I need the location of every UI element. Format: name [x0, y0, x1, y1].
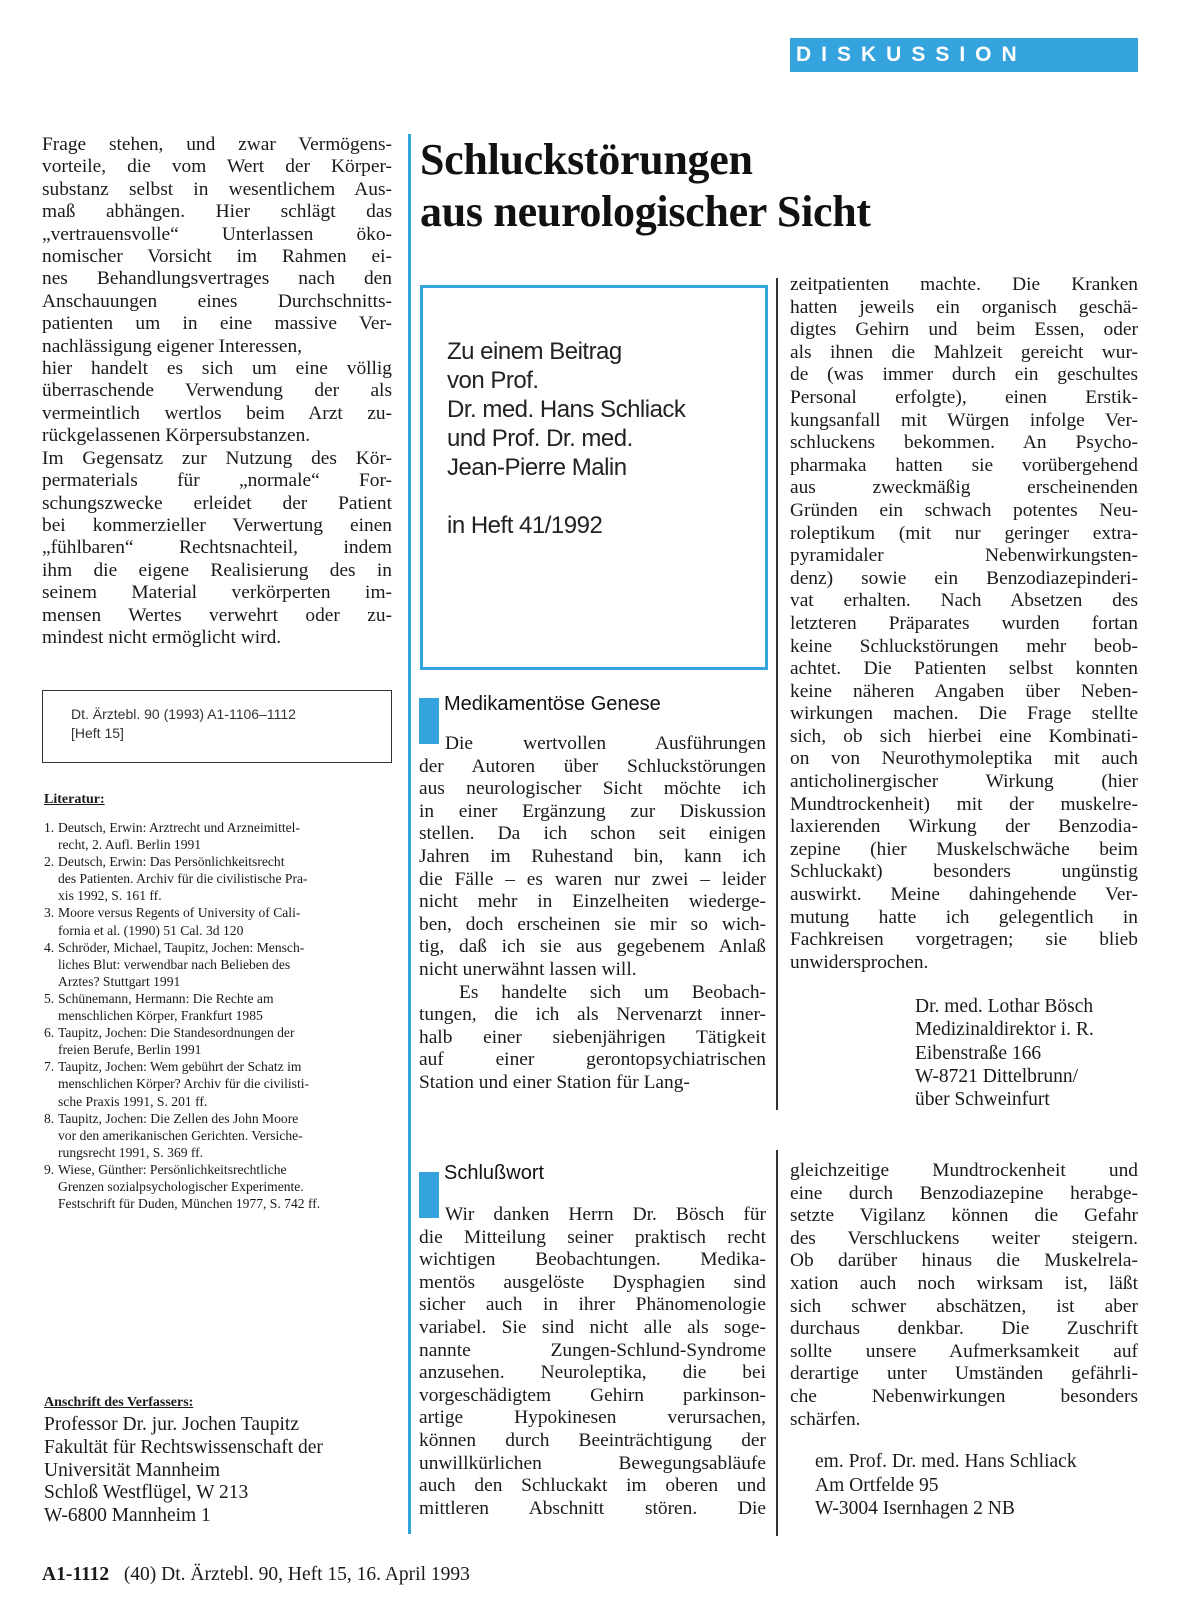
paragraph-line: mindest nicht ermöglicht wird.: [42, 626, 282, 648]
reference-text: [58, 990, 394, 1024]
citation-line-2: [Heft 15]: [71, 725, 124, 741]
paragraph-line: gleichzeitige Mundtrockenheit und: [790, 1160, 1138, 1181]
paragraph-line: sich schwer abschätzen, ist aber: [790, 1295, 1138, 1317]
paragraph-line: che Nebenwirkungen besonders: [790, 1385, 1138, 1407]
paragraph-line: anzusehen. Neuroleptika, die bei: [419, 1362, 766, 1384]
reference-line: Arztes? Stuttgart 1991: [58, 973, 181, 989]
paragraph-line: durchaus denkbar. Die Zuschrift: [790, 1318, 1138, 1340]
paragraph-line: vermeintlich wertlos beim Arzt zu-: [42, 402, 392, 424]
paragraph-line: unwidersprochen.: [790, 951, 929, 973]
notice-line: Jean-Pierre Malin: [447, 454, 627, 481]
signature-line: W-8721 Dittelbrunn/: [915, 1065, 1079, 1087]
notice-line: in Heft 41/1992: [447, 512, 603, 539]
reference-item: [44, 1161, 394, 1212]
reference-number: 3.: [44, 905, 55, 921]
paragraph-line: Schluckakt) besonders ungünstig: [790, 861, 1138, 883]
paragraph-line: xation auch noch wirksam ist, läßt: [790, 1272, 1138, 1294]
paragraph-line: halb einer siebenjährigen Tätigkeit: [419, 1026, 766, 1048]
journal-reference: (40) Dt. Ärztebl. 90, Heft 15, 16. April 1993: [123, 1564, 470, 1585]
paragraph-line: überraschende Verwendung der als: [42, 380, 392, 402]
reference-line: Deutsch, Erwin: Arztrecht und Arzneimittel-: [58, 820, 300, 835]
paragraph-line: bei kommerzieller Verwertung einen: [42, 514, 392, 536]
paragraph-line: aus zweckmäßig erscheinenden: [790, 477, 1138, 499]
reference-number: 5.: [44, 990, 55, 1006]
reference-line: recht, 2. Aufl. Berlin 1991: [58, 837, 202, 853]
paragraph-line: Personal erfolgte), einen Erstik-: [790, 386, 1138, 408]
paragraph-line: die Mitteilung seiner praktisch recht: [419, 1226, 766, 1248]
reference-line: Taupitz, Jochen: Die Standesordnungen der: [58, 1025, 295, 1041]
paragraph-line: nicht mehr in Einzelheiten wiederge-: [419, 891, 766, 913]
notice-line: Zu einem Beitrag: [447, 338, 622, 365]
signature-line: em. Prof. Dr. med. Hans Schliack: [815, 1451, 1077, 1472]
paragraph-line: Es handelte sich um Beobach-: [459, 981, 766, 1003]
reference-text: [58, 853, 394, 904]
related-article-notice: [420, 285, 768, 670]
references-list: [44, 819, 394, 1212]
paragraph-line: ihm die eigene Realisierung des in: [42, 559, 392, 581]
paragraph-line: nachlässigung eigener Interessen,: [42, 335, 303, 357]
paragraph-line: Jahren im Ruhestand bin, kann ich: [419, 845, 766, 867]
author-address: [44, 1414, 323, 1528]
column-3-text: [790, 274, 1138, 974]
column-divider: [776, 278, 778, 1110]
paragraph-line: rückgelassenen Körpersubstanzen.: [42, 425, 311, 447]
paragraph-line: kungsanfall mit Würgen infolge Ver-: [790, 409, 1138, 431]
paragraph-line: nannte Zungen-Schlund-Syndrome: [419, 1339, 766, 1361]
paragraph-line: des Verschluckens weiter steigern.: [790, 1227, 1138, 1249]
paragraph-line: Anschauungen eines Durchschnitts-: [42, 290, 392, 312]
reference-line: Taupitz, Jochen: Die Zellen des John Moore: [58, 1110, 299, 1126]
reference-line: Taupitz, Jochen: Wem gebührt der Schatz im: [58, 1059, 302, 1075]
reference-line: menschlichen Körper, Frankfurt 1985: [58, 1008, 263, 1024]
notice-line: von Prof.: [447, 367, 539, 394]
paragraph-line: mutung hatte ich gelegentlich in: [790, 906, 1138, 928]
reference-text: [58, 819, 394, 853]
paragraph-line: schluckens bekommen. An Psycho-: [790, 432, 1138, 454]
signature-line: W-3004 Isernhagen 2 NB: [815, 1498, 1015, 1519]
paragraph-line: on von Neurothymoleptika mit auch: [790, 748, 1138, 770]
paragraph-line: maß abhängen. Hier schlägt das: [42, 201, 392, 223]
paragraph-line: auf einer gerontopsychiatrischen: [419, 1049, 766, 1071]
address-line: W-6800 Mannheim 1: [44, 1505, 211, 1527]
reference-line: Festschrift für Duden, München 1977, S. 742 ff.: [58, 1196, 321, 1212]
reference-text: [58, 939, 394, 990]
notice-line: Dr. med. Hans Schliack: [447, 396, 686, 423]
paragraph-line: digtes Gehirn und beim Essen, oder: [790, 319, 1138, 341]
paragraph-line: eine durch Benzodiazepine herabge-: [790, 1182, 1138, 1204]
paragraph-line: sich, ob sich hierbei eine Kombinati-: [790, 725, 1138, 747]
signature-line: Am Ortfelde 95: [815, 1474, 939, 1496]
paragraph-line: tungen, die ich als Nervenarzt inner-: [419, 1004, 766, 1026]
reference-line: sche Praxis 1991, S. 201 ff.: [58, 1093, 208, 1109]
paragraph-line: achtet. Die Patienten selbst konnten: [790, 658, 1138, 680]
reference-line: Deutsch, Erwin: Das Persönlichkeitsrecht: [58, 854, 285, 870]
paragraph-line: hier handelt es sich um eine völlig: [42, 358, 392, 380]
column-1-text: [42, 134, 392, 649]
paragraph-line: wirkungen machen. Die Frage stellte: [790, 703, 1138, 725]
schlusswort-continued-text: [790, 1160, 1138, 1431]
paragraph-line: mensen Wertes verwehrt oder zu-: [42, 604, 392, 626]
paragraph-line: Gründen ein schwach potentes Neu-: [790, 499, 1138, 521]
citation-box: [42, 690, 392, 763]
paragraph-line: pharmaka hatten sie vorübergehend: [790, 454, 1138, 476]
page-number: A1-1112: [42, 1564, 110, 1585]
headline-line-2: aus neurologischer Sicht: [420, 187, 871, 236]
paragraph-line: Mundtrockenheit) mit der muskelre-: [790, 793, 1138, 815]
paragraph-line: de (was immer durch ein geschultes: [790, 364, 1138, 386]
column-divider: [776, 1150, 778, 1536]
reference-number: 8.: [44, 1110, 55, 1126]
paragraph-line: mittleren Abschnitt stören. Die: [419, 1497, 766, 1519]
reference-line: Grenzen sozialpsychologischer Experimente.: [58, 1178, 304, 1194]
reference-line: des Patienten. Archiv für die civilistische Pra-: [58, 871, 308, 887]
paragraph-line: substanz selbst in wesentlichem Aus-: [42, 178, 392, 200]
paragraph-line: ben, doch erscheinen sie mir so wich-: [419, 913, 766, 935]
subheading-schlusswort: Schlußwort: [444, 1162, 545, 1184]
paragraph-line: hatten jeweils ein organisch geschä-: [790, 296, 1138, 318]
column-divider-accent: [408, 134, 411, 1534]
headline-line-1: Schluckstörungen: [420, 135, 753, 184]
paragraph-line: seinem Material verkörperten im-: [42, 582, 392, 604]
signature-line: Medizinaldirektor i. R.: [915, 1019, 1094, 1041]
paragraph-line: sollte unsere Aufmerksamkeit auf: [790, 1340, 1138, 1362]
reference-item: [44, 990, 394, 1024]
paragraph-line: keine näheren Angaben über Neben-: [790, 680, 1138, 702]
reference-number: 9.: [44, 1161, 55, 1177]
address-line: Schloß Westflügel, W 213: [44, 1482, 249, 1504]
signature-line: Eibenstraße 166: [915, 1042, 1042, 1064]
paragraph-line: patienten um in eine massive Ver-: [42, 313, 392, 335]
article-headline: [420, 134, 871, 238]
citation-line-1: Dt. Ärztebl. 90 (1993) A1-1106–1112: [71, 706, 296, 722]
subheading-medikamentoese-genese: Medikamentöse Genese: [444, 693, 661, 715]
paragraph-line: roleptikum (mit nur geringer extra-: [790, 522, 1138, 544]
address-line: Fakultät für Rechtswissenschaft der: [44, 1436, 323, 1458]
reference-item: [44, 1058, 394, 1109]
reference-line: Schünemann, Hermann: Die Rechte am: [58, 990, 274, 1006]
reference-text: [58, 1058, 394, 1109]
paragraph-line: pyramidaler Nebenwirkungsten-: [790, 545, 1138, 567]
reference-line: liches Blut: verwendbar nach Belieben des: [58, 956, 291, 972]
paragraph-line: zepine (hier Muskelschwäche beim: [790, 838, 1138, 860]
address-line: Universität Mannheim: [44, 1459, 221, 1481]
page-footer: [42, 1564, 470, 1586]
reference-line: Schröder, Michael, Taupitz, Jochen: Mensch-: [58, 939, 305, 955]
paragraph-line: stellen. Da ich schon seit einigen: [419, 823, 766, 845]
reference-line: xis 1992, S. 161 ff.: [58, 888, 162, 904]
paragraph-line: anticholinergischer Wirkung (hier: [790, 771, 1138, 793]
reference-text: [58, 1110, 394, 1161]
paragraph-line: setzte Vigilanz können die Gefahr: [790, 1205, 1138, 1227]
paragraph-line: als ihnen die Mahlzeit gereicht wur-: [790, 341, 1138, 363]
signature-schliack: [815, 1450, 1077, 1521]
reference-number: 4.: [44, 939, 55, 955]
paragraph-line: schärfen.: [790, 1408, 861, 1430]
paragraph-line: zeitpatienten machte. Die Kranken: [790, 274, 1138, 295]
signature-line: Dr. med. Lothar Bösch: [915, 996, 1094, 1017]
paragraph-line: unwillkürlichen Bewegungsabläufe: [419, 1452, 766, 1474]
paragraph-line: Im Gegensatz zur Nutzung des Kör-: [42, 447, 392, 469]
paragraph-line: nomischer Vorsicht im Rahmen ei-: [42, 246, 392, 268]
paragraph-line: die Fälle – es waren nur zwei – leider: [419, 868, 766, 890]
notice-line: und Prof. Dr. med.: [447, 425, 633, 452]
reference-text: [58, 1161, 394, 1212]
paragraph-line: sicher auch in ihrer Phänomenologie: [419, 1294, 766, 1316]
paragraph-line: nes Behandlungsvertrages nach den: [42, 268, 392, 290]
reference-number: 7.: [44, 1059, 55, 1075]
reference-line: fornia et al. (1990) 51 Cal. 3d 120: [58, 922, 244, 938]
paragraph-line: vorgeschädigtem Gehirn parkinson-: [419, 1384, 766, 1406]
paragraph-line: laxierenden Wirkung der Benzodia-: [790, 816, 1138, 838]
paragraph-line: Station und einer Station für Lang-: [419, 1071, 690, 1093]
paragraph-line: wichtigen Beobachtungen. Medika-: [419, 1249, 766, 1271]
paragraph-line: in einer Ergänzung zur Diskussion: [419, 800, 766, 822]
paragraph-line: Ob darüber hinaus die Muskelrela-: [790, 1250, 1138, 1272]
paragraph-line: vat erhalten. Nach Absetzen des: [790, 590, 1138, 612]
notice-line: [447, 482, 765, 511]
paragraph-line: vorteile, die vom Wert der Körper-: [42, 156, 392, 178]
reference-line: rungsrecht 1991, S. 369 ff.: [58, 1144, 204, 1160]
paragraph-line: schungszwecke erleidet der Patient: [42, 492, 392, 514]
address-line: Professor Dr. jur. Jochen Taupitz: [44, 1414, 299, 1435]
paragraph-line: können durch Beeinträchtigung der: [419, 1429, 766, 1451]
reference-item: [44, 904, 394, 938]
schlusswort-text: [419, 1204, 766, 1520]
reference-line: menschlichen Körper? Archiv für die civilisti-: [58, 1076, 310, 1092]
paragraph-line: Wir danken Herrn Dr. Bösch für: [445, 1204, 766, 1225]
paragraph-line: der Autoren über Schluckstörungen: [419, 755, 766, 777]
reference-item: [44, 853, 394, 904]
signature-line: über Schweinfurt: [915, 1089, 1050, 1111]
medikamentoese-text: [419, 733, 766, 1095]
reference-text: [58, 1024, 394, 1058]
paragraph-line: variabel. Sie sind nicht alle als soge-: [419, 1316, 766, 1338]
paragraph-line: Frage stehen, und zwar Vermögens-: [42, 134, 392, 155]
reference-item: [44, 1024, 394, 1058]
reference-number: 2.: [44, 854, 55, 870]
paragraph-line: Die wertvollen Ausführungen: [445, 733, 766, 754]
paragraph-line: artige Hypokinesen verursachen,: [419, 1407, 766, 1429]
signature-boesch: [915, 995, 1094, 1111]
reference-item: [44, 819, 394, 853]
reference-line: Moore versus Regents of University of Cali-: [58, 905, 301, 921]
paragraph-line: auswirkt. Meine dahingehende Ver-: [790, 884, 1138, 906]
paragraph-line: tig, daß ich sie aus gegebenem Anlaß: [419, 936, 766, 958]
reference-line: Wiese, Günther: Persönlichkeitsrechtliche: [58, 1161, 287, 1177]
paragraph-line: „vertrauensvolle“ Unterlassen öko-: [42, 223, 392, 245]
paragraph-line: keine Schluckstörungen mehr beob-: [790, 635, 1138, 657]
reference-number: 6.: [44, 1025, 55, 1041]
paragraph-line: Fachkreisen vorgetragen; sie blieb: [790, 929, 1138, 951]
paragraph-line: mentös ausgelöste Dysphagien sind: [419, 1271, 766, 1293]
paragraph-line: auch den Schluckakt im oberen und: [419, 1475, 766, 1497]
paragraph-line: nicht unerwähnt lassen will.: [419, 958, 637, 980]
reference-item: [44, 1110, 394, 1161]
paragraph-line: aus neurologischer Sicht möchte ich: [419, 778, 766, 800]
reference-line: vor den amerikanischen Gerichten. Versiche-: [58, 1127, 303, 1143]
address-title: Anschrift des Verfassers:: [44, 1395, 194, 1410]
paragraph-line: derartige unter Umständen gefährli-: [790, 1363, 1138, 1385]
paragraph-line: permaterials für „normale“ For-: [42, 470, 392, 492]
paragraph-line: denz) sowie ein Benzodiazepinderi-: [790, 567, 1138, 589]
reference-item: [44, 939, 394, 990]
reference-line: freien Berufe, Berlin 1991: [58, 1042, 202, 1058]
section-label: DISKUSSION: [790, 38, 1138, 72]
reference-number: 1.: [44, 820, 55, 835]
paragraph-line: „fühlbaren“ Rechtsnachteil, indem: [42, 537, 392, 559]
paragraph-line: letzteren Präparates wurden fortan: [790, 612, 1138, 634]
reference-text: [58, 904, 394, 938]
references-title: Literatur:: [44, 792, 105, 807]
